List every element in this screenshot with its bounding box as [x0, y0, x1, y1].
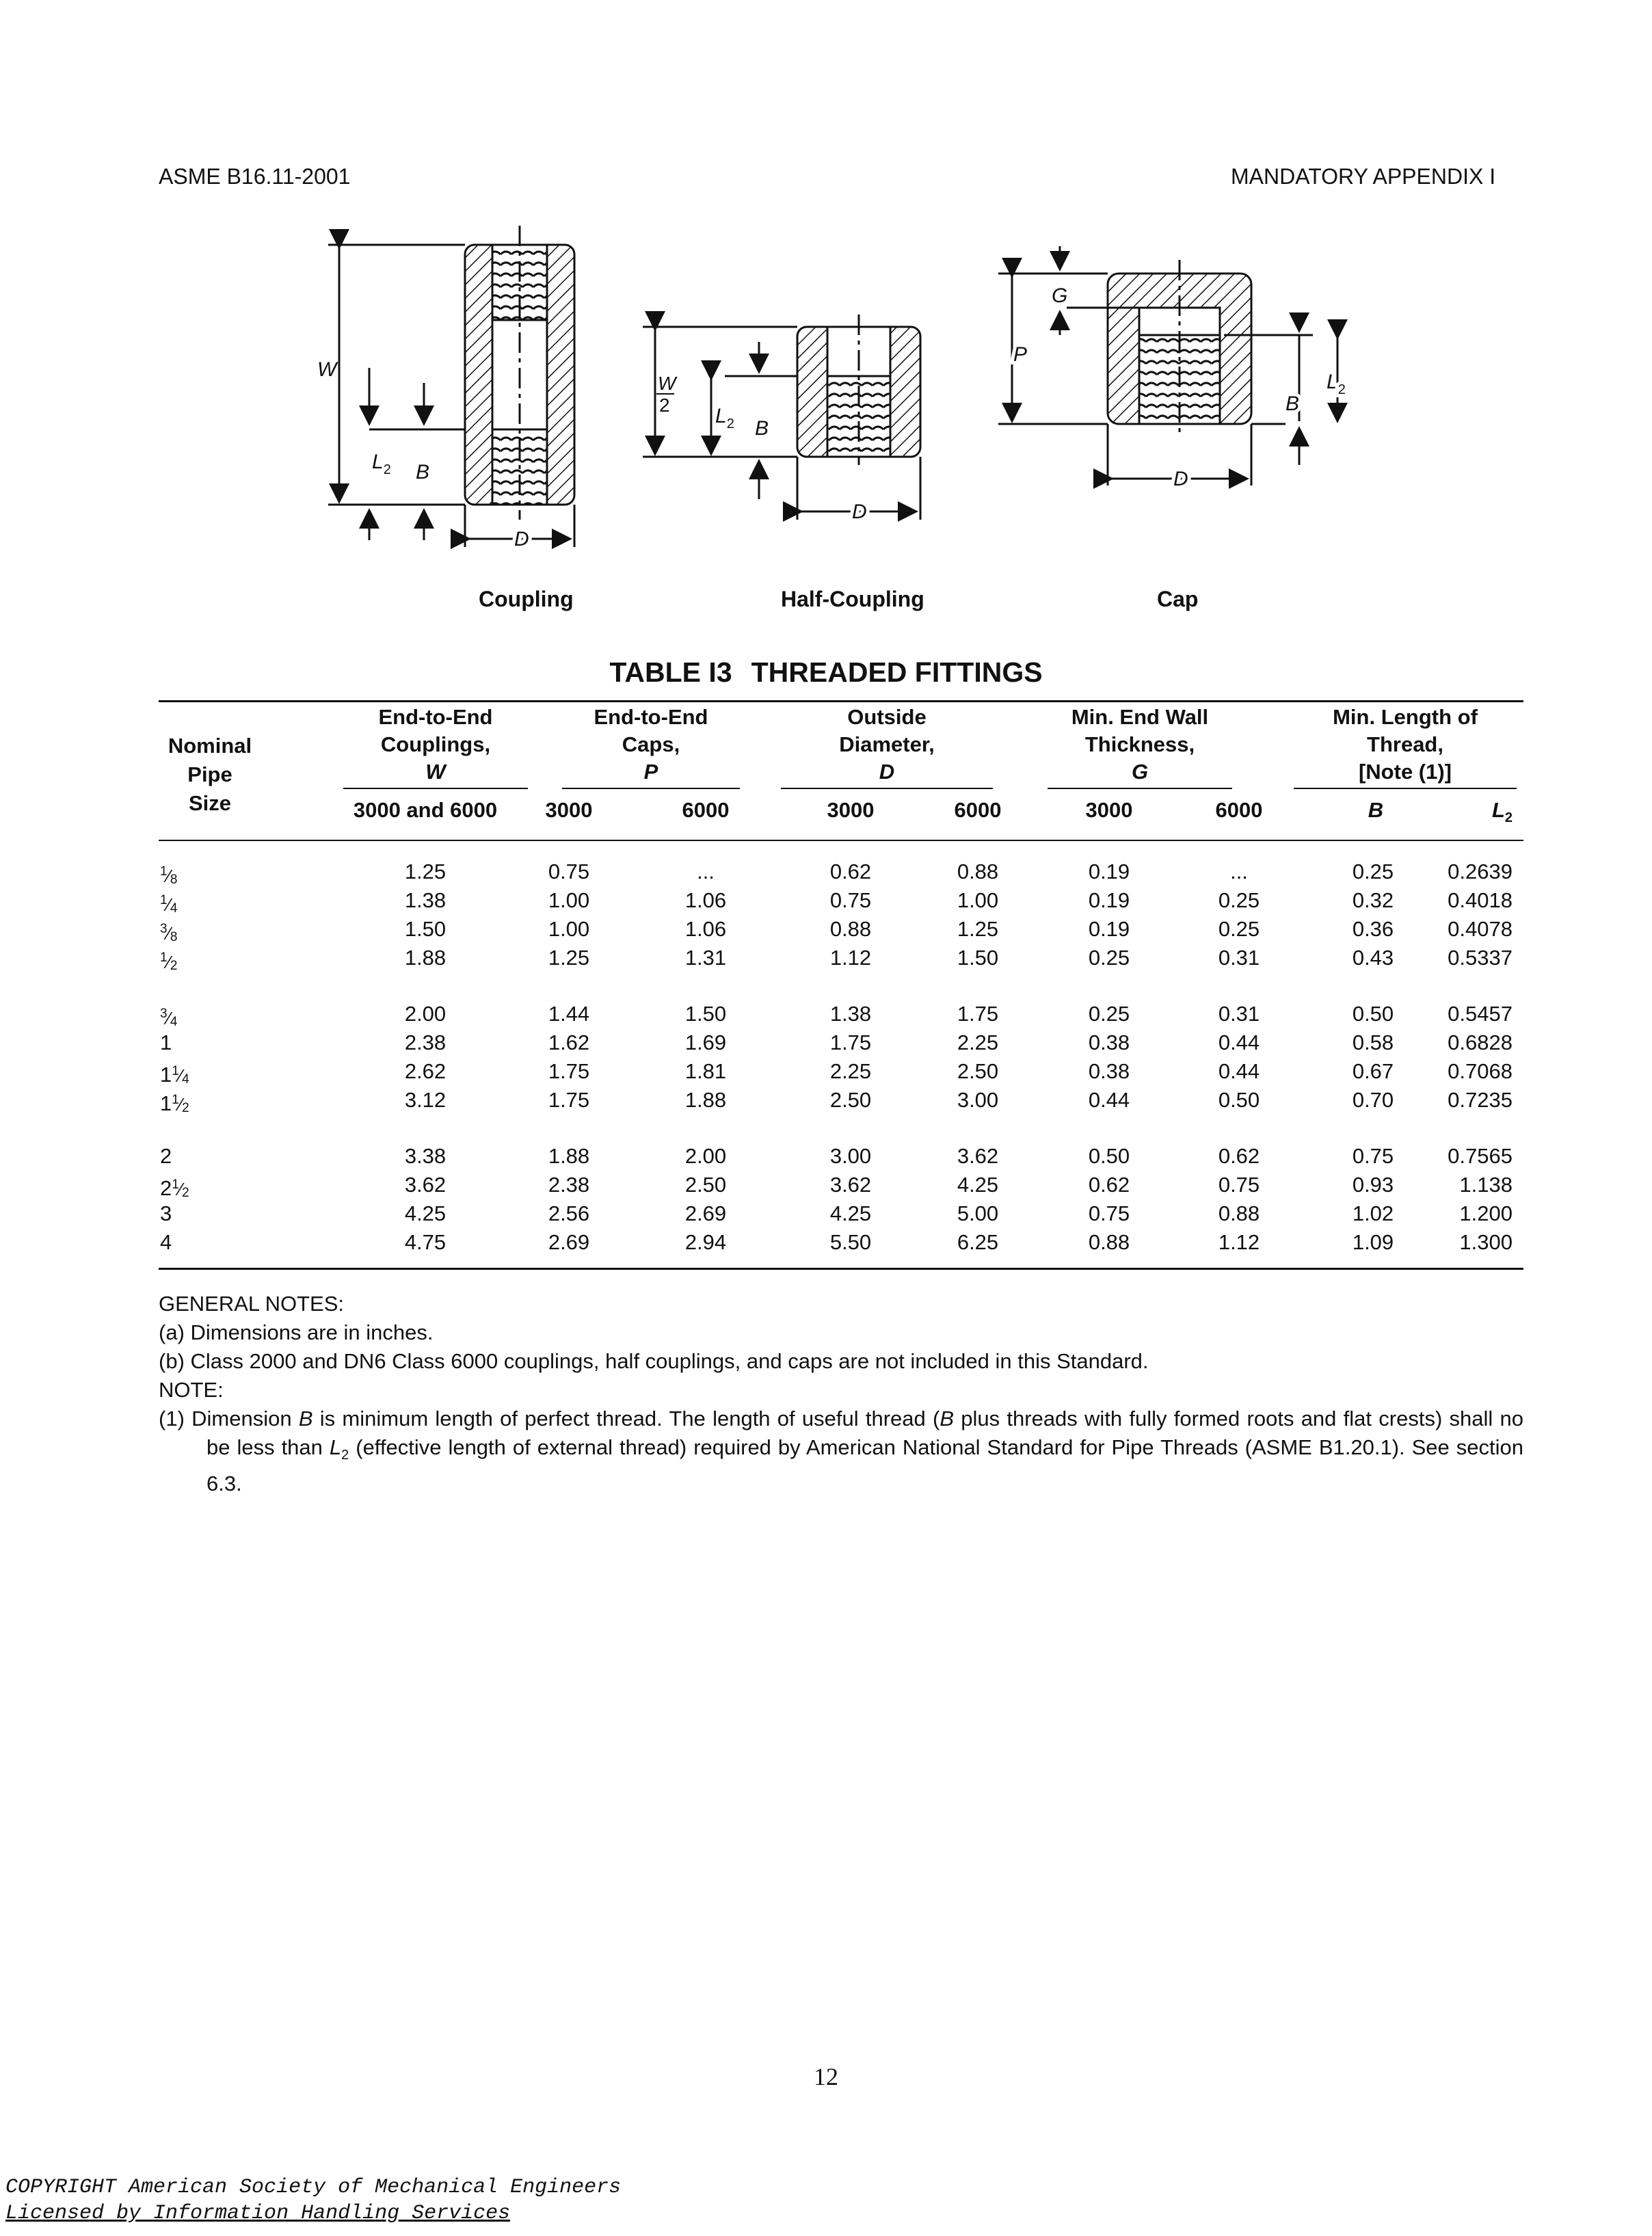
table-cell: 0.36: [1352, 917, 1394, 941]
table-cell: 5.50: [829, 1230, 872, 1254]
table-cell: 0.50: [1088, 1144, 1130, 1168]
table-cell: ...: [697, 860, 715, 883]
table-cell: 1.09: [1352, 1230, 1394, 1254]
table-cell: 0.19: [1088, 917, 1130, 941]
column-group-header: End-to-End: [378, 705, 493, 729]
column-group-header: Diameter,: [839, 732, 935, 756]
table-cell: 2.69: [548, 1230, 590, 1254]
nominal-size: $^1⁄_8$: [160, 864, 178, 887]
table-cell: 0.75: [548, 860, 590, 883]
header-bottom-rule: [159, 840, 1523, 841]
sub-header: 3000: [1085, 798, 1133, 822]
table-cell: 0.31: [1218, 946, 1260, 970]
table-cell: 4.25: [829, 1201, 872, 1225]
table-cell: 1.75: [548, 1088, 590, 1112]
table-cell: 2.38: [404, 1030, 447, 1054]
sub-header: B: [1368, 798, 1384, 822]
note-heading: NOTE:: [159, 1378, 224, 1402]
column-group-symbol: G: [1131, 760, 1149, 784]
coupling-dim-b: B: [416, 461, 430, 483]
table-cell: 1.38: [404, 888, 447, 912]
table-cell: 5.00: [957, 1201, 999, 1225]
table-cell: 3.62: [404, 1173, 447, 1197]
table-cell: 0.58: [1352, 1030, 1394, 1054]
table-cell: 0.25: [1218, 888, 1260, 912]
table-cell: 0.62: [1088, 1173, 1130, 1197]
table-cell: 1.75: [548, 1059, 590, 1083]
half-coupling-drawing: [643, 315, 920, 520]
license-line: Licensed by Information Handling Services: [5, 2202, 511, 2225]
table-cell: 1.75: [829, 1030, 872, 1054]
table-row: [159, 1000, 1523, 1028]
column-group-header: Min. End Wall: [1071, 705, 1209, 729]
table-cell: 1.75: [957, 1002, 999, 1026]
table-row: [159, 1142, 1523, 1170]
table-cell: 1.69: [684, 1030, 727, 1054]
table-cell: 0.75: [1218, 1173, 1260, 1197]
table-cell: 1.62: [548, 1030, 590, 1054]
table-cell: 2.25: [829, 1059, 872, 1083]
table-cell: 1.12: [829, 946, 872, 970]
table-cell: 2.00: [684, 1144, 727, 1168]
table-cell: 0.5457: [1448, 1002, 1513, 1026]
nominal-size: $^1⁄_2$: [160, 950, 178, 973]
table-title: [0, 656, 1652, 689]
running-header-right: MANDATORY APPENDIX I: [1231, 164, 1496, 189]
sub-header: 6000: [682, 798, 730, 822]
table-notes: [159, 1290, 1523, 1498]
nominal-size: $^3⁄_8$: [160, 922, 178, 944]
table-cell: 0.44: [1088, 1088, 1130, 1112]
table-cell: 1.138: [1459, 1173, 1513, 1197]
nominal-size: $1^1⁄_2$: [160, 1091, 189, 1115]
column-group-symbol: [Note (1)]: [1358, 760, 1452, 784]
table-cell: 6.25: [957, 1230, 999, 1254]
column-group-symbol: P: [643, 760, 658, 784]
table-row: [159, 1171, 1523, 1199]
table-cell: 1.02: [1352, 1201, 1394, 1225]
coupling-dim-w: W: [317, 358, 337, 381]
table-row: [159, 1028, 1523, 1056]
sub-header: 6000: [1215, 798, 1263, 822]
table-cell: 1.06: [684, 888, 727, 912]
column-group-header: Thickness,: [1084, 732, 1195, 756]
table-cell: 1.00: [548, 917, 590, 941]
table-cell: 0.67: [1352, 1059, 1394, 1083]
running-header-left: ASME B16.11-2001: [159, 164, 351, 189]
sub-header-l2: $L_2$: [1491, 798, 1513, 826]
table-cell: 3.62: [829, 1173, 872, 1197]
table-cell: 1.300: [1459, 1230, 1513, 1254]
table-cell: 0.7565: [1448, 1144, 1513, 1168]
table-cell: 2.50: [829, 1088, 872, 1112]
fittings-drawings: [260, 205, 1395, 561]
table-cell: 0.7068: [1448, 1059, 1513, 1083]
table-cell: 1.25: [957, 917, 999, 941]
stub-header-line: Nominal: [168, 734, 252, 758]
table-cell: 4.25: [404, 1201, 447, 1225]
cap-dim-b: B: [1285, 392, 1300, 415]
table-cell: 2.56: [548, 1201, 590, 1225]
table-cell: 0.25: [1218, 917, 1260, 941]
column-group-symbol: W: [425, 760, 446, 784]
cap-label: Cap: [1157, 587, 1199, 611]
table-cell: 0.88: [1218, 1201, 1260, 1225]
group-underline: [781, 788, 993, 789]
cap-dim-g: G: [1052, 284, 1068, 307]
table-cell: 1.50: [404, 917, 447, 941]
table-cell: 1.00: [957, 888, 999, 912]
table-cell: 1.25: [404, 860, 447, 883]
table-cell: 2.00: [404, 1002, 447, 1026]
table-cell: 2.38: [548, 1173, 590, 1197]
table-top-rule: [159, 700, 1523, 702]
cap-dim-d: D: [1173, 468, 1188, 490]
table-cell: 0.50: [1218, 1088, 1260, 1112]
page-number: 12: [814, 2063, 838, 2090]
table-cell: 1.44: [548, 1002, 590, 1026]
nominal-size: 2: [160, 1144, 172, 1168]
nominal-size: 1: [160, 1030, 172, 1054]
nominal-size: $^3⁄_4$: [160, 1007, 178, 1029]
table-cell: 0.38: [1088, 1059, 1130, 1083]
table-cell: 0.25: [1088, 946, 1130, 970]
column-group-header: Min. Length of: [1333, 705, 1478, 729]
table-cell: 3.62: [957, 1144, 999, 1168]
table-cell: 0.62: [1218, 1144, 1260, 1168]
cap-dim-p: P: [1013, 343, 1028, 366]
table-cell: 0.75: [829, 888, 872, 912]
table-cell: 2.50: [684, 1173, 727, 1197]
table-cell: 0.75: [1352, 1144, 1394, 1168]
table-cell: 0.62: [829, 860, 872, 883]
table-cell: 2.94: [684, 1230, 727, 1254]
column-group-header: Caps,: [622, 732, 680, 756]
table-cell: 0.38: [1088, 1030, 1130, 1054]
table-row: [159, 1057, 1523, 1085]
table-row: [159, 1228, 1523, 1256]
column-group-header: Outside: [847, 705, 927, 729]
table-cell: 0.4078: [1448, 917, 1513, 941]
cap-dim-l2: $L_2$: [1327, 371, 1346, 397]
coupling-dim-d: D: [514, 528, 529, 550]
half-coupling-dim-w: W: [658, 373, 676, 394]
table-cell: 3.38: [404, 1144, 447, 1168]
table-row: [159, 1086, 1523, 1114]
column-group-header: End-to-End: [594, 705, 708, 729]
column-group-header: Couplings,: [380, 732, 491, 756]
table-cell: 1.12: [1218, 1230, 1260, 1254]
cap-drawing: [998, 246, 1337, 485]
sub-header: 3000 and 6000: [353, 798, 498, 822]
group-underline: [1294, 788, 1517, 789]
table-cell: 1.88: [684, 1088, 727, 1112]
table-cell: 0.19: [1088, 888, 1130, 912]
stub-header-line: Pipe: [187, 762, 232, 786]
table-cell: 0.5337: [1448, 946, 1513, 970]
table-cell: 0.88: [957, 860, 999, 883]
table-cell: 1.200: [1459, 1201, 1513, 1225]
table-cell: 0.19: [1088, 860, 1130, 883]
note-1: (1) Dimension B is minimum length of perfect thread. The length of useful thread (B plus threads with fully formed roots and flat crests) shall no be less than $L_2$ (effective length of external thread) required by American National Standard for Pipe Threads (ASME B1.20.1). See section 6.3.: [159, 1407, 1523, 1496]
table-cell: 0.75: [1088, 1201, 1130, 1225]
general-note-a: (a) Dimensions are in inches.: [159, 1320, 434, 1344]
nominal-size: 3: [160, 1201, 172, 1225]
table-row: [159, 1199, 1523, 1227]
table-cell: 2.62: [404, 1059, 447, 1083]
nominal-size: 4: [160, 1230, 172, 1254]
table-row: [159, 857, 1523, 886]
table-cell: 0.44: [1218, 1059, 1260, 1083]
stub-header-line: Size: [188, 791, 232, 815]
sub-header: 3000: [827, 798, 875, 822]
table-row: [159, 886, 1523, 914]
table-cell: 1.88: [548, 1144, 590, 1168]
table-cell: 2.25: [957, 1030, 999, 1054]
table-cell: ...: [1230, 860, 1248, 883]
threaded-fittings-table: [159, 693, 1523, 1281]
table-cell: 0.25: [1352, 860, 1394, 883]
group-underline: [1048, 788, 1232, 789]
table-cell: 0.31: [1218, 1002, 1260, 1026]
table-cell: 0.32: [1352, 888, 1394, 912]
table-row: [159, 944, 1523, 972]
table-cell: 1.38: [829, 1002, 872, 1026]
table-cell: 0.4018: [1448, 888, 1513, 912]
coupling-drawing: [328, 226, 574, 547]
table-cell: 0.25: [1088, 1002, 1130, 1026]
general-notes-heading: GENERAL NOTES:: [159, 1292, 345, 1316]
column-group-header: Thread,: [1367, 732, 1443, 756]
table-cell: 0.93: [1352, 1173, 1394, 1197]
table-number: TABLE I3: [609, 656, 732, 688]
table-cell: 4.25: [957, 1173, 999, 1197]
nominal-size: $^1⁄_4$: [160, 893, 178, 916]
table-cell: 3.00: [829, 1144, 872, 1168]
nominal-size: $1^1⁄_4$: [160, 1063, 189, 1087]
table-row: [159, 915, 1523, 943]
table-cell: 1.81: [684, 1059, 727, 1083]
half-coupling-dim-b: B: [755, 417, 769, 440]
half-coupling-label: Half-Coupling: [781, 587, 924, 611]
table-cell: 1.88: [404, 946, 447, 970]
table-cell: 3.12: [404, 1088, 447, 1112]
table-cell: 2.69: [684, 1201, 727, 1225]
table-cell: 0.70: [1352, 1088, 1394, 1112]
table-cell: 1.50: [684, 1002, 727, 1026]
coupling-dim-l2: $L_2$: [372, 451, 391, 477]
group-underline: [343, 788, 528, 789]
table-cell: 4.75: [404, 1230, 447, 1254]
table-cell: 1.31: [684, 946, 727, 970]
table-cell: 0.88: [829, 917, 872, 941]
table-cell: 1.50: [957, 946, 999, 970]
group-underline: [562, 788, 740, 789]
half-coupling-dim-d: D: [852, 501, 867, 523]
nominal-size: $2^1⁄_2$: [160, 1176, 189, 1200]
table-cell: 0.44: [1218, 1030, 1260, 1054]
column-group-symbol: D: [879, 760, 895, 784]
table-cell: 1.06: [684, 917, 727, 941]
sub-header: 3000: [545, 798, 593, 822]
table-cell: 0.43: [1352, 946, 1394, 970]
table-name: THREADED FITTINGS: [751, 656, 1043, 688]
half-coupling-dim-l2: $L_2$: [715, 405, 734, 431]
half-coupling-dim-w-den: 2: [659, 395, 670, 416]
table-cell: 2.50: [957, 1059, 999, 1083]
table-cell: 0.7235: [1448, 1088, 1513, 1112]
sub-header: 6000: [954, 798, 1002, 822]
general-note-b: (b) Class 2000 and DN6 Class 6000 couplings, half couplings, and caps are not included in this Standard.: [159, 1349, 1149, 1373]
table-cell: 3.00: [957, 1088, 999, 1112]
coupling-label: Coupling: [479, 587, 574, 611]
table-cell: 1.00: [548, 888, 590, 912]
table-cell: 0.6828: [1448, 1030, 1513, 1054]
table-cell: 1.25: [548, 946, 590, 970]
table-cell: 0.88: [1088, 1230, 1130, 1254]
copyright-line: COPYRIGHT American Society of Mechanical Engineers: [5, 2176, 622, 2199]
table-cell: 0.2639: [1448, 860, 1513, 883]
table-cell: 0.50: [1352, 1002, 1394, 1026]
table-bottom-rule: [159, 1268, 1523, 1270]
